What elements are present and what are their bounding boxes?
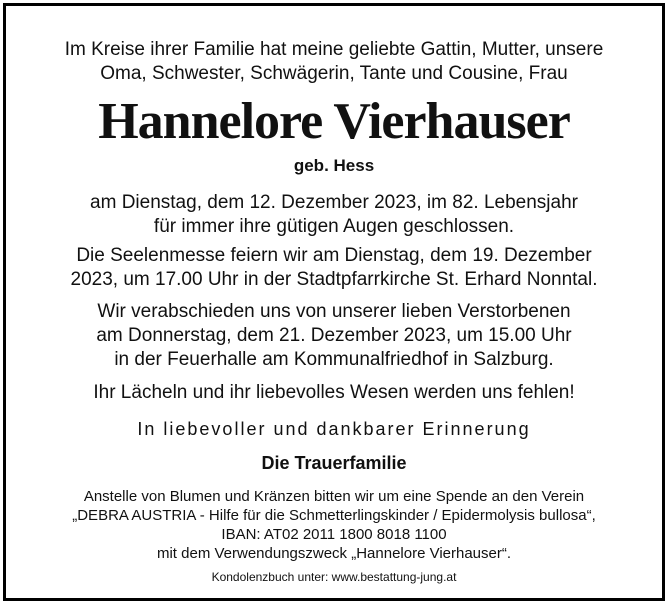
death-notice-line-1: am Dienstag, dem 12. Dezember 2023, im 82. Lebensjahr — [90, 192, 578, 213]
donation-line-4: mit dem Verwendungszweck „Hannelore Vierhauser“. — [156, 545, 512, 562]
death-notice — [6, 191, 662, 239]
obituary-frame — [3, 3, 665, 601]
donation-request — [6, 487, 662, 563]
farewell-line-3: in der Feuerhalle am Kommunalfriedhof in Salzburg. — [114, 349, 554, 370]
closing-line: Ihr Lächeln und ihr liebevolles Wesen werden uns fehlen! — [93, 382, 575, 403]
deceased-name: Hannelore Vierhauser — [98, 93, 570, 150]
intro-text — [6, 38, 662, 86]
donation-line-3: IBAN: AT02 2011 1800 8018 1100 — [221, 526, 447, 543]
farewell-line-2: am Donnerstag, dem 21. Dezember 2023, um 15.00 Uhr — [96, 325, 572, 346]
death-notice-line-2: für immer ihre gütigen Augen geschlossen. — [153, 216, 515, 237]
donation-line-1: Anstelle von Blumen und Kränzen bitten wir um eine Spende an den Verein — [83, 488, 585, 505]
family-signature: Die Trauerfamilie — [261, 453, 407, 473]
intro-line-2: Oma, Schwester, Schwägerin, Tante und Cousine, Frau — [100, 63, 568, 84]
condolence-book-link[interactable]: Kondolenzbuch unter: www.bestattung-jung.at — [211, 570, 457, 584]
requiem-line-1: Die Seelenmesse feiern wir am Dienstag, dem 19. Dezember — [76, 245, 592, 266]
birth-name: geb. Hess — [293, 156, 375, 175]
memory-line: In liebevoller und dankbarer Erinnerung — [137, 419, 531, 439]
farewell-line-1: Wir verabschieden uns von unserer lieben Verstorbenen — [97, 301, 571, 322]
requiem-notice — [6, 244, 662, 292]
farewell-notice — [6, 300, 662, 372]
requiem-line-2: 2023, um 17.00 Uhr in der Stadtpfarrkirche St. Erhard Nonntal. — [70, 269, 598, 290]
donation-line-2: „DEBRA AUSTRIA - Hilfe für die Schmetterlingskinder / Epidermolysis bullosa“, — [72, 507, 596, 524]
intro-line-1: Im Kreise ihrer Familie hat meine geliebte Gattin, Mutter, unsere — [64, 39, 604, 60]
